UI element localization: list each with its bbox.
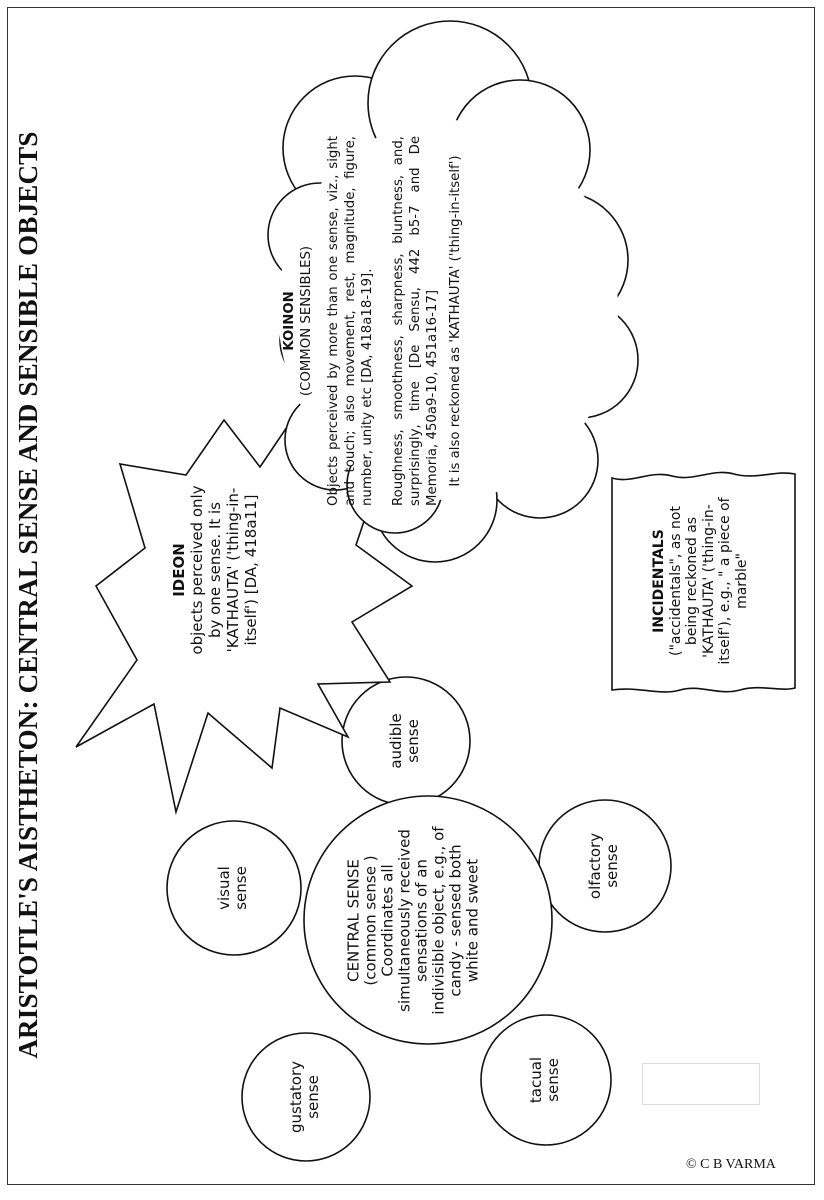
gustatory-sense-label: gustatory sense xyxy=(287,1060,322,1134)
ideon-body: objects perceived only by one sense. It is 'KATHAUTA' ('thing-in-itself') [DA, 418a11] xyxy=(188,485,260,655)
copyright-notice: © C B VARMA xyxy=(686,1157,776,1172)
koinon-text xyxy=(281,136,541,506)
audible-sense-label: audible sense xyxy=(387,713,422,769)
koinon-para3: It is also reckoned as 'KATHAUTA' ('thing-in-itself') xyxy=(448,155,463,487)
koinon-para1: Objects perceived by more than one sense, viz., sight and touch; also movement, rest, magnitude, figure, number, unity etc [DA, 418a18-19]. xyxy=(326,136,375,506)
koinon-heading: KOINON xyxy=(282,291,297,351)
incidentals-body: ("accidentals", as not being reckoned as 'KATHAUTA' ('thing-in-itself'), e.g., " a piece of marble" xyxy=(667,497,750,665)
visual-sense-label: visual sense xyxy=(215,866,250,910)
tacual-sense-label: tacual sense xyxy=(527,1056,562,1104)
central-sense-text xyxy=(346,826,511,1016)
blank-box xyxy=(642,1063,760,1105)
central-sense-body: Coordinates all simultaneously received sensations of an indivisible object, e.g., of candy - sensed both white and sweet xyxy=(378,826,482,1015)
central-sense-subheading: (common sense ) xyxy=(361,855,380,986)
ideon-text xyxy=(170,475,280,665)
incidentals-heading: INCIDENTALS xyxy=(651,529,667,633)
page-title: ARISTOTLE'S AISTHETON: CENTRAL SENSE AND SENSIBLE OBJECTS xyxy=(13,131,43,1059)
central-sense-heading: CENTRAL SENSE xyxy=(344,859,363,982)
koinon-subheading: (COMMON SENSIBLES) xyxy=(299,245,314,397)
ideon-heading: IDEON xyxy=(170,543,188,597)
incidentals-text xyxy=(651,491,761,671)
koinon-para2: Roughness, smoothness, sharpness, bluntness, and, surprisingly, time [De Sensu, 442 b5-7 and De Memoria, 450a9-10, 451a16-17] xyxy=(391,136,440,506)
olfactory-sense-label: olfactory sense xyxy=(586,832,621,900)
